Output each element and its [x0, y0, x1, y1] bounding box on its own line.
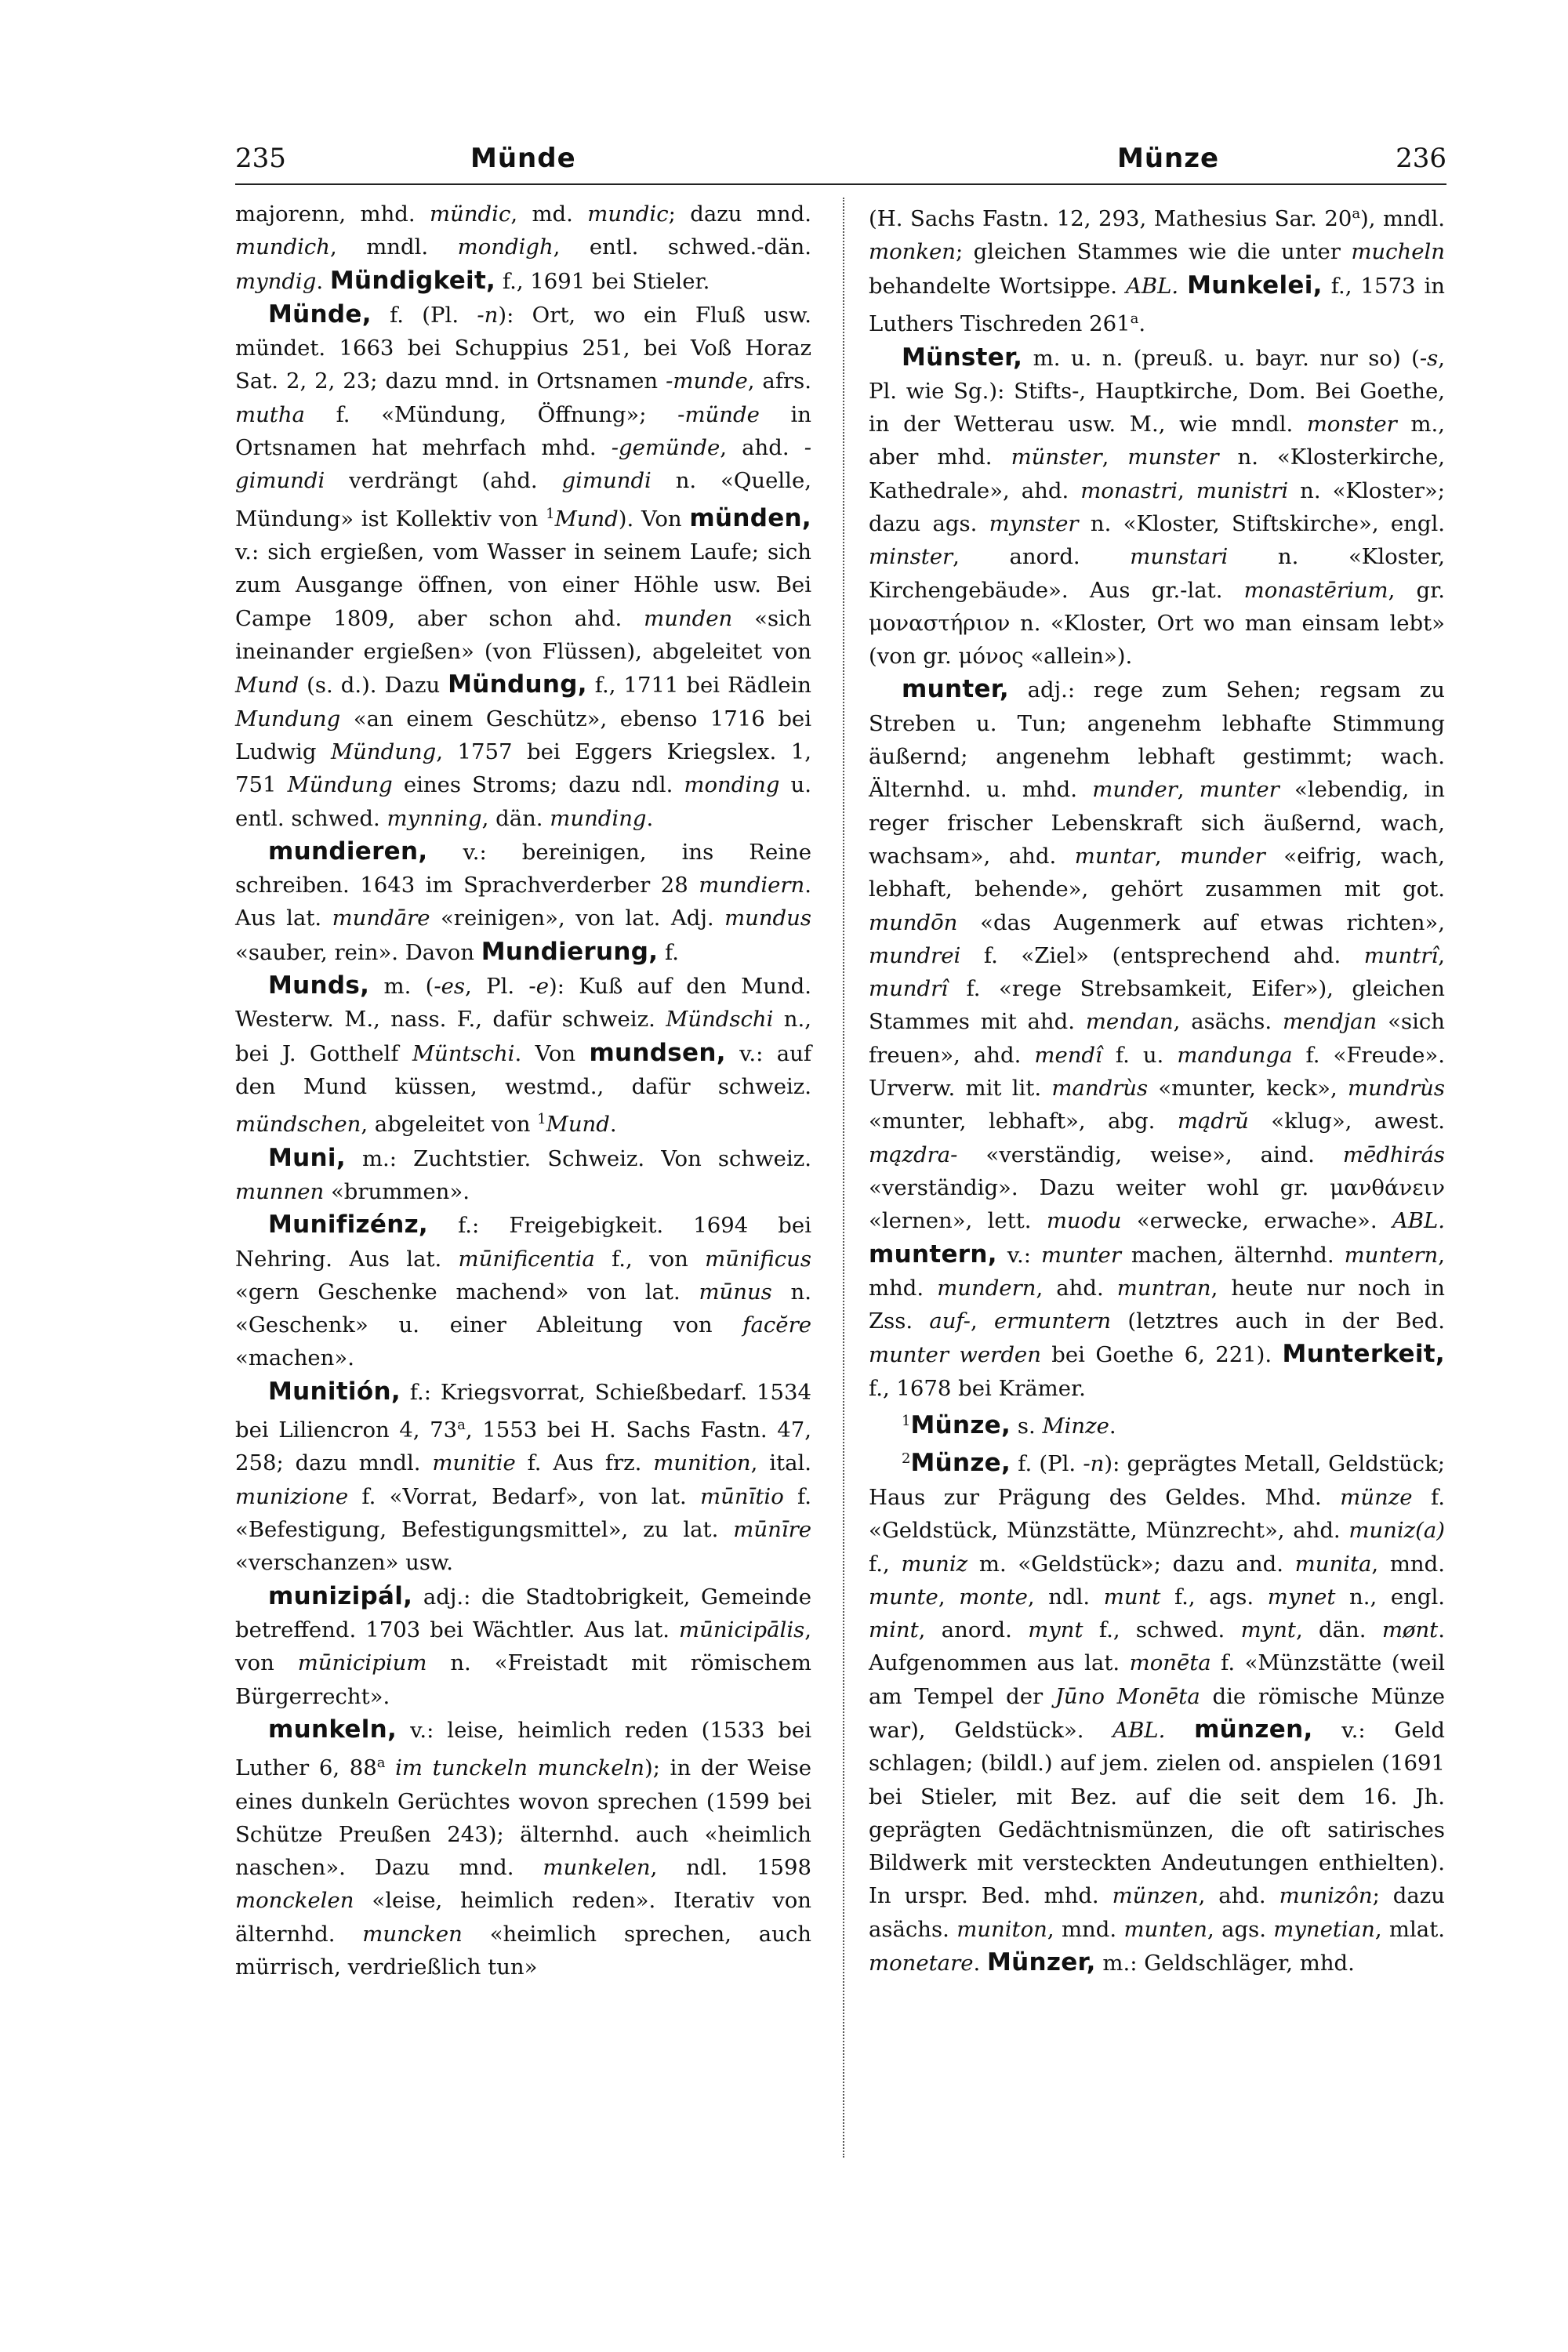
- entry-text: «das Augenmerk auf etwas richten»,: [957, 909, 1445, 935]
- entry-text: ,: [1178, 477, 1196, 503]
- entry-text: v.: auf den Mund küssen, westmd., dafür schweiz.: [235, 1040, 811, 1099]
- entry-text: . Von: [514, 1040, 590, 1066]
- column-divider: [843, 198, 844, 2158]
- entry-text: n. «Kloster»; dazu ags.: [869, 477, 1445, 536]
- italic-term: munizione: [235, 1483, 349, 1509]
- italic-term: Mund: [235, 673, 299, 699]
- italic-term: muniton: [956, 1916, 1047, 1942]
- italic-term: mundrùs: [1347, 1076, 1446, 1102]
- entry-text: «munter, keck»,: [1148, 1076, 1348, 1102]
- entry-text: , dän.: [481, 805, 550, 831]
- entry-text: , mnd.: [1371, 1551, 1445, 1577]
- entry-text: .: [1109, 1414, 1116, 1439]
- entry-text: f., ags.: [1160, 1584, 1268, 1610]
- headword: Munds,: [268, 971, 370, 1000]
- columns: [235, 198, 1446, 2258]
- entry-text: «klug», awest.: [1248, 1109, 1445, 1134]
- headword: Münzer,: [986, 1948, 1096, 1977]
- entry-text: m. (: [369, 973, 434, 999]
- italic-term: monetare: [869, 1951, 974, 1976]
- entry-text: .: [1138, 311, 1146, 337]
- italic-term: munkelen: [543, 1855, 651, 1881]
- entry-text: , ndl. 1598: [650, 1855, 812, 1881]
- entry-text: «machen».: [235, 1345, 354, 1371]
- italic-term: mundāre: [332, 906, 430, 931]
- headword: munter,: [902, 675, 1009, 704]
- entry-text: bei Goethe 6, 221).: [1040, 1342, 1283, 1368]
- entry-text: s.: [1011, 1414, 1043, 1439]
- italic-term: mynt: [1028, 1617, 1083, 1643]
- entry-text: n., bei J. Gotthelf: [235, 1007, 811, 1066]
- dictionary-entry: [235, 1375, 811, 1580]
- superscript: 1: [537, 1111, 546, 1128]
- entry-text: f.: [658, 939, 679, 965]
- entry-text: «brummen».: [324, 1178, 470, 1204]
- entry-continuation: [235, 198, 811, 298]
- headword: Mündigkeit,: [329, 266, 496, 295]
- italic-term: minster: [869, 544, 953, 570]
- entry-text: , md.: [510, 201, 588, 227]
- headword: munkeln,: [268, 1715, 397, 1744]
- italic-term: mundus: [724, 906, 811, 931]
- italic-term: munder: [1092, 777, 1178, 803]
- entry-text: m., aber mhd.: [869, 412, 1445, 470]
- entry-text: «reinigen», von lat. Adj.: [430, 906, 725, 931]
- italic-term: munder: [1180, 843, 1265, 869]
- entry-text: «verständig». Dazu weiter wohl gr. μανθάνειν «lernen», lett.: [869, 1174, 1445, 1234]
- dictionary-entry: [869, 341, 1445, 673]
- italic-term: mundōn: [869, 909, 958, 935]
- entry-text: f. «Mündung, Öffnung»;: [304, 401, 678, 427]
- italic-term: Minze: [1042, 1414, 1109, 1439]
- entry-text: f., 1711 bei Rädlein: [586, 673, 811, 699]
- headword: Mundierung,: [481, 937, 659, 966]
- italic-term: -e: [528, 973, 549, 999]
- superscript: a: [457, 1417, 466, 1433]
- left-column: [235, 198, 811, 1984]
- entry-text: «heimlich sprechen, auch mürrisch, verdrießlich tun»: [235, 1921, 812, 1980]
- italic-term: monte: [959, 1584, 1028, 1610]
- italic-term: muniz(a): [1348, 1518, 1445, 1544]
- entry-text: «verständig, weise», aind.: [957, 1142, 1343, 1167]
- italic-term: muntrî: [1363, 942, 1439, 968]
- entry-text: , mndl.: [330, 234, 458, 260]
- entry-text: «erwecke, erwache».: [1121, 1208, 1392, 1234]
- entry-text: , mhd.: [869, 1242, 1445, 1301]
- entry-text: «verschanzen» usw.: [235, 1550, 453, 1576]
- entry-text: ). Von: [618, 506, 690, 532]
- entry-text: f. «rege Strebsamkeit, Eifer»), gleichen Stammes mit ahd.: [869, 976, 1445, 1035]
- entry-text: n. «Kloster, Kirchengebäude». Aus gr.-lat.: [869, 544, 1445, 603]
- page-header: [235, 125, 1446, 180]
- italic-term: munita: [1294, 1551, 1372, 1577]
- italic-term: mendî: [1034, 1042, 1102, 1068]
- entry-text: , 1553 bei H. Sachs Fastn. 47, 258; dazu mndl.: [235, 1417, 811, 1476]
- entry-text: , gr. μοναστήριον n. «Kloster, Ort wo man einsam lebt» (von gr. μόνος «allein»).: [869, 577, 1445, 670]
- right-catchword: Münze: [1117, 143, 1220, 174]
- headword: Mündung,: [448, 670, 587, 699]
- header-rule: [235, 183, 1446, 185]
- italic-term: ABL.: [1112, 1717, 1166, 1743]
- superscript: a: [376, 1755, 386, 1772]
- entry-text: f., 1691 bei Stieler.: [495, 268, 710, 294]
- entry-text: , ahd.: [1036, 1275, 1117, 1301]
- entry-text: ,: [1154, 843, 1181, 869]
- italic-term: mint: [869, 1617, 919, 1643]
- entry-text: behandelte Wortsippe.: [869, 273, 1127, 299]
- italic-term: gimundi: [561, 468, 652, 494]
- entry-text: m.: Geldschläger, mhd.: [1095, 1951, 1355, 1976]
- italic-term: -gemünde: [611, 435, 720, 461]
- entry-text: . Aus lat.: [235, 873, 811, 931]
- headword: münzen,: [1194, 1715, 1313, 1744]
- italic-term: münzen: [1112, 1883, 1199, 1909]
- italic-term: -s: [1419, 345, 1439, 371]
- italic-term: mündschen: [235, 1112, 361, 1138]
- entry-text: adj.: die Stadtobrigkeit, Gemeinde betreffend. 1703 bei Wächtler. Aus lat.: [235, 1584, 811, 1642]
- entry-text: (s. d.). Dazu: [299, 673, 448, 699]
- entry-text: «munter, lebhaft», abg.: [869, 1109, 1178, 1134]
- entry-text: v.:: [996, 1242, 1041, 1268]
- italic-term: muntern: [1344, 1242, 1439, 1268]
- italic-term: myndig: [235, 268, 317, 294]
- entry-text: f., schwed.: [1083, 1617, 1241, 1643]
- italic-term: Müntschi: [412, 1040, 515, 1066]
- dictionary-entry: [235, 298, 811, 835]
- italic-term: auf-: [929, 1308, 971, 1334]
- italic-term: mązdra-: [869, 1142, 958, 1167]
- entry-text: ): Ort, wo ein Fluß usw. mündet. 1663 bei Schuppius 251, bei Voß Horaz Sat. 2, 2, 23; dazu mnd. in Ortsnamen: [235, 302, 812, 394]
- entry-text: n. «Kloster, Stiftskirche», engl.: [1078, 510, 1445, 536]
- italic-term: Mündung: [287, 772, 393, 798]
- italic-term: münster: [1011, 445, 1102, 470]
- italic-term: mynster: [989, 510, 1079, 536]
- headword: munizipál,: [268, 1581, 413, 1610]
- entry-continuation: [869, 198, 1445, 341]
- entry-text: ,: [1438, 942, 1445, 968]
- italic-term: facĕre: [742, 1312, 811, 1338]
- entry-text: ): Kuß auf den Mund. Westerw. M., nass. F., dafür schweiz.: [235, 973, 811, 1033]
- italic-term: ABL.: [1392, 1208, 1446, 1234]
- entry-text: f. Aus frz.: [515, 1450, 654, 1476]
- entry-text: adj.: rege zum Sehen; regsam zu Streben u. Tun; angenehm lebhafte Stimmung äußernd; angenehm lebhaft gestimmt; wach. Älternhd. u. mhd.: [869, 677, 1445, 803]
- entry-text: ,: [1102, 445, 1128, 470]
- entry-text: «sich freuen», ahd.: [869, 1009, 1445, 1068]
- headword: Munifizénz,: [268, 1210, 428, 1240]
- entry-text: . Aufgenommen aus lat.: [869, 1617, 1445, 1676]
- headword: Munitión,: [268, 1377, 401, 1406]
- entry-text: , entl. schwed.-dän.: [553, 234, 811, 260]
- italic-term: Jūno Monēta: [1054, 1683, 1200, 1709]
- entry-text: , anord.: [918, 1617, 1029, 1643]
- entry-text: , von: [235, 1617, 811, 1676]
- entry-text: , abgeleitet von: [361, 1112, 538, 1138]
- right-page-number: 236: [1396, 143, 1446, 174]
- italic-term: munition: [653, 1450, 751, 1476]
- italic-term: mūnificus: [705, 1246, 811, 1272]
- entry-text: ,: [1177, 777, 1200, 803]
- entry-text: verdrängt (ahd.: [325, 468, 562, 494]
- entry-text: , ags.: [1207, 1916, 1274, 1942]
- italic-term: munitie: [432, 1450, 516, 1476]
- entry-text: (letztres auch in der Bed.: [1111, 1308, 1445, 1334]
- italic-term: -munde: [666, 368, 748, 394]
- italic-term: monckelen: [235, 1888, 354, 1914]
- italic-term: monēta: [1129, 1650, 1211, 1676]
- entry-text: .: [646, 805, 654, 831]
- headword: Münster,: [902, 343, 1023, 372]
- entry-text: f., von: [594, 1246, 706, 1272]
- entry-text: «leise, heimlich reden». Iterativ von älternhd.: [235, 1888, 811, 1947]
- italic-term: mundrî: [869, 976, 949, 1002]
- entry-text: .: [316, 268, 330, 294]
- entry-text: in Ortsnamen hat mehrfach mhd.: [235, 401, 811, 461]
- italic-term: mendjan: [1282, 1009, 1377, 1035]
- italic-term: mūnificentia: [458, 1246, 595, 1272]
- italic-term: mynetian: [1273, 1916, 1375, 1942]
- entry-text: m. u. n. (preuß. u. bayr. nur so) (: [1022, 345, 1420, 371]
- italic-term: mūnīre: [733, 1517, 811, 1543]
- italic-term: -es: [434, 973, 466, 999]
- entry-text: , anord.: [953, 544, 1131, 570]
- entry-text: ), mndl.: [1360, 206, 1445, 232]
- italic-term: munter: [1199, 777, 1279, 803]
- entry-text: v.: sich ergießen, vom Wasser in seinem Laufe; sich zum Ausgange öffnen, von einer Höhle usw. Bei Campe 1809, aber schon ahd.: [235, 539, 811, 631]
- superscript: 1: [546, 505, 555, 522]
- entry-text: ): geprägtes Metall, Geldstück; Haus zur Prägung des Geldes. Mhd.: [869, 1451, 1446, 1510]
- entry-text: «sauber, rein». Davon: [235, 939, 481, 965]
- italic-term: munster: [1127, 445, 1219, 470]
- entry-text: f. «Münzstätte (weil am Tempel der: [869, 1650, 1445, 1709]
- dictionary-page: [235, 125, 1446, 2258]
- italic-term: munizôn: [1279, 1883, 1373, 1909]
- italic-term: münze: [1340, 1484, 1413, 1510]
- entry-text: , dän.: [1295, 1617, 1382, 1643]
- entry-text: n. «Quelle, Mündung» ist Kollektiv von: [235, 468, 811, 532]
- entry-text: , ahd.: [720, 435, 804, 461]
- italic-term: munte: [869, 1584, 938, 1610]
- italic-term: muodu: [1046, 1208, 1122, 1234]
- entry-text: f.,: [869, 1551, 902, 1577]
- entry-text: , heute nur noch in Zss.: [869, 1275, 1446, 1334]
- entry-text: u. entl. schwed.: [235, 772, 811, 831]
- dictionary-entry: [235, 1580, 811, 1713]
- headword: mundsen,: [589, 1038, 726, 1067]
- entry-text: n. «Klosterkirche, Kathedrale», ahd.: [869, 445, 1445, 503]
- italic-term: munten: [1123, 1916, 1207, 1942]
- italic-term: munter werden: [869, 1342, 1041, 1368]
- left-page-number: 235: [235, 143, 286, 174]
- entry-text: ,: [970, 1308, 994, 1334]
- italic-term: ABL.: [1126, 273, 1179, 299]
- italic-term: munding: [550, 805, 647, 831]
- dictionary-entry: [235, 1208, 811, 1374]
- entry-text: machen, älternhd.: [1120, 1242, 1345, 1268]
- italic-term: ermuntern: [994, 1308, 1112, 1334]
- dictionary-entry: [869, 1405, 1445, 1443]
- entry-text: f. u.: [1102, 1042, 1178, 1068]
- italic-term: -n: [477, 302, 499, 328]
- entry-text: .: [609, 1112, 617, 1138]
- italic-term: mūnus: [699, 1279, 772, 1305]
- italic-term: mundern: [937, 1275, 1036, 1301]
- dictionary-entry: [235, 1713, 811, 1984]
- dictionary-entry: [869, 673, 1445, 1405]
- entry-text: f. «Ziel» (entsprechend ahd.: [960, 942, 1364, 968]
- entry-text: , asächs.: [1173, 1009, 1283, 1035]
- italic-term: mundic: [587, 201, 669, 227]
- entry-text: n., engl.: [1335, 1584, 1446, 1610]
- italic-term: mondigh: [457, 234, 554, 260]
- dictionary-entry: [235, 1142, 811, 1209]
- entry-text: ,: [938, 1584, 960, 1610]
- italic-term: -n: [1083, 1451, 1105, 1477]
- italic-term: mynt: [1240, 1617, 1296, 1643]
- entry-text: , ndl.: [1027, 1584, 1104, 1610]
- entry-text: majorenn, mhd.: [235, 201, 430, 227]
- italic-term: mundiern: [699, 873, 805, 898]
- right-column: [869, 198, 1445, 1980]
- entry-text: , afrs.: [747, 368, 811, 394]
- italic-term: mūnītio: [700, 1483, 784, 1509]
- entry-text: [1165, 1718, 1194, 1743]
- entry-text: f. «Befestigung, Befestigungsmittel», zu lat.: [235, 1483, 811, 1543]
- italic-term: mynet: [1267, 1584, 1336, 1610]
- entry-text: die römische Münze war), Geldstück».: [869, 1683, 1446, 1743]
- italic-term: mądrŭ: [1177, 1109, 1249, 1134]
- entry-text: f. «Geldstück, Münzstätte, Münzrecht», ahd.: [869, 1484, 1445, 1544]
- italic-term: mendan: [1085, 1009, 1174, 1035]
- italic-term: muntran: [1116, 1275, 1211, 1301]
- entry-text: eines Stroms; dazu ndl.: [392, 772, 684, 798]
- entry-text: , ahd.: [1198, 1883, 1279, 1909]
- italic-term: munistri: [1196, 477, 1289, 503]
- dictionary-entry: [235, 969, 811, 1142]
- headword: muntern,: [869, 1240, 997, 1269]
- entry-text: f., 1573 in Luthers Tischreden 261: [869, 273, 1445, 337]
- entry-text: «gern Geschenke machend» von lat.: [235, 1279, 699, 1305]
- dictionary-entry: [869, 1443, 1445, 1980]
- entry-text: «lebendig, in reger frischer Lebenskraft sich äußernd, wach, wachsam», ahd.: [869, 777, 1446, 869]
- entry-text: ; dazu asächs.: [869, 1883, 1445, 1942]
- superscript: a: [1352, 205, 1361, 222]
- italic-term: muniz: [901, 1551, 968, 1577]
- entry-text: [1178, 274, 1187, 299]
- entry-text: , ital.: [750, 1450, 811, 1476]
- italic-term: -gimundi: [235, 435, 811, 494]
- entry-text: f. (Pl.: [1011, 1451, 1083, 1477]
- italic-term: Mündschi: [666, 1007, 774, 1033]
- entry-text: v.: Geld schlagen; (bildl.) auf jem. zielen od. anspielen (1691 bei Stieler, mit Bez. auf die seit dem 16. Jh. geprägten Gedächtnismünzen, die oft satirisches Bildwerk mit versteckten Andeutungen enthielten). In urspr. Bed. mhd.: [869, 1717, 1445, 1909]
- entry-text: m. «Geldstück»; dazu and.: [967, 1551, 1295, 1577]
- entry-text: (H. Sachs Fastn. 12, 293, Mathesius Sar. 20: [869, 206, 1352, 232]
- italic-term: mēdhirás: [1342, 1142, 1445, 1167]
- italic-term: mündic: [430, 201, 511, 227]
- italic-term: mynning: [387, 805, 482, 831]
- entry-text: «an einem Geschütz», ebenso 1716 bei Ludwig: [235, 706, 811, 764]
- headword: Münze,: [910, 1449, 1011, 1478]
- entry-text: m.: Zuchtstier. Schweiz. Von schweiz.: [345, 1145, 811, 1171]
- entry-text: , 1757 bei Eggers Kriegslex. 1, 751: [235, 739, 811, 798]
- italic-term: monken: [869, 239, 956, 265]
- entry-text: , Pl.: [465, 973, 529, 999]
- italic-term: Mündung: [331, 739, 437, 764]
- entry-text: f. «Vorrat, Bedarf», von lat.: [348, 1483, 701, 1509]
- entry-text: ); in der Weise eines dunkeln Gerüchtes wovon sprechen (1599 bei Schütze Preußen 243); älternhd. auch «heimlich naschen». Dazu mnd.: [235, 1755, 811, 1881]
- italic-term: Mundung: [235, 706, 341, 731]
- superscript: a: [1130, 310, 1139, 328]
- entry-text: f., 1678 bei Krämer.: [869, 1375, 1086, 1401]
- entry-text: «eifrig, wach, lebhaft, behende», gehört zusammen mit got.: [869, 843, 1445, 902]
- headword: münden,: [689, 503, 811, 532]
- italic-term: Mund: [546, 1112, 610, 1138]
- entry-text: , Pl. wie Sg.): Stifts-, Hauptkirche, Dom. Bei Goethe, in der Wetterau usw. M., wie mndl.: [869, 345, 1445, 437]
- superscript: 2: [902, 1450, 911, 1468]
- entry-text: ; gleichen Stammes wie die unter: [956, 239, 1352, 265]
- entry-text: , mlat.: [1374, 1916, 1445, 1942]
- headword: Munkelei,: [1187, 270, 1323, 299]
- italic-term: munnen: [235, 1178, 325, 1204]
- headword: Münde,: [268, 299, 372, 328]
- headword: Munterkeit,: [1282, 1340, 1445, 1369]
- italic-term: munden: [644, 605, 733, 631]
- italic-term: monster: [1306, 412, 1397, 437]
- italic-term: monding: [684, 772, 780, 798]
- italic-term: mutha: [235, 401, 305, 427]
- entry-text: , mnd.: [1047, 1916, 1124, 1942]
- italic-term: mūnicipālis: [679, 1617, 805, 1642]
- left-catchword: Münde: [470, 143, 576, 174]
- italic-term: -münde: [677, 401, 760, 427]
- entry-text: .: [973, 1951, 987, 1976]
- superscript: 1: [902, 1413, 911, 1429]
- italic-term: im tunckeln munckeln: [395, 1755, 644, 1781]
- italic-term: monastri: [1080, 477, 1178, 503]
- italic-term: mundrei: [869, 942, 961, 968]
- headword: mundieren,: [268, 837, 428, 866]
- italic-term: mandrùs: [1051, 1076, 1149, 1102]
- entry-text: [385, 1755, 395, 1780]
- italic-term: Mund: [554, 506, 619, 532]
- italic-term: munter: [1041, 1242, 1121, 1268]
- italic-term: monastērium: [1243, 577, 1388, 603]
- italic-term: mandunga: [1177, 1042, 1293, 1068]
- entry-text: v.: leise, heimlich reden (1533 bei Luther 6, 88: [235, 1717, 811, 1781]
- entry-text: n. «Freistadt mit römischem Bürgerrecht».: [235, 1650, 811, 1709]
- entry-text: «sich ineinander ergießen» (von Flüssen), abgeleitet von: [235, 605, 811, 665]
- entry-text: f. «Freude». Urverw. mit lit.: [869, 1042, 1446, 1102]
- headword: Muni,: [268, 1143, 346, 1172]
- dictionary-entry: [235, 835, 811, 969]
- entry-text: n. «Geschenk» u. einer Ableitung von: [235, 1279, 811, 1338]
- italic-term: munt: [1103, 1584, 1161, 1610]
- entry-text: v.: bereinigen, ins Reine schreiben. 1643 im Sprachverderber 28: [235, 839, 811, 898]
- italic-term: mucheln: [1351, 239, 1445, 265]
- entry-text: f.: Kriegsvorrat, Schießbedarf. 1534 bei Liliencron 4, 73: [235, 1379, 811, 1443]
- italic-term: mønt: [1381, 1617, 1439, 1643]
- italic-term: muntar: [1074, 843, 1155, 869]
- italic-term: mūnicipium: [297, 1650, 427, 1676]
- entry-text: f.: Freigebigkeit. 1694 bei Nehring. Aus lat.: [235, 1213, 811, 1272]
- entry-text: ; dazu mnd.: [668, 201, 811, 227]
- entry-text: f. (Pl.: [371, 302, 477, 328]
- headword: Münze,: [910, 1411, 1011, 1440]
- italic-term: mundich: [235, 234, 331, 260]
- italic-term: munstari: [1130, 544, 1229, 570]
- italic-term: muncken: [362, 1921, 463, 1947]
